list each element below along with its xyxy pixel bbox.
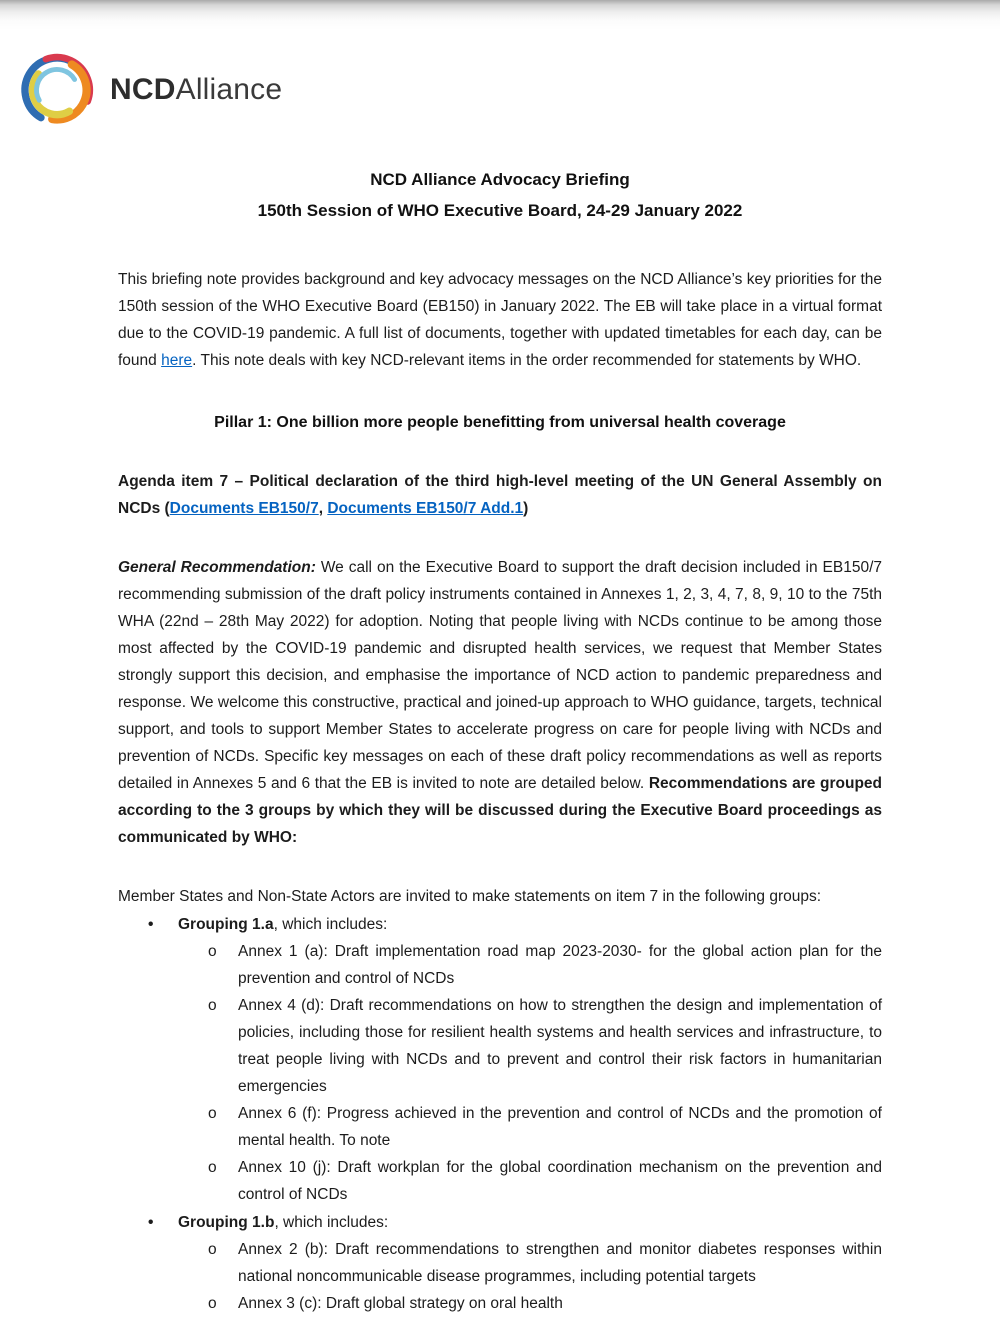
grouping-label [178, 911, 882, 938]
circle-bullet-icon: o [208, 1159, 217, 1176]
circle-bullet-icon: o [208, 1105, 217, 1122]
text-run: ) [523, 500, 529, 517]
document-body [0, 266, 1000, 1317]
hyperlink[interactable]: Documents EB150/7 [169, 500, 319, 517]
text-run: , [318, 500, 328, 517]
text-run: This briefing note provides background and key advocacy messages on the NCD Alliance’s key priorities for the 150th session of the WHO Executive Board (EB150) in January 2022. The EB will take place in a virtual format due to the COVID-19 pandemic. A full list of documents, together with updated timetables for each day, can be found [118, 271, 882, 369]
hyperlink[interactable]: Documents EB150/7 Add.1 [327, 500, 524, 517]
bullet-icon: • [148, 1214, 154, 1231]
agenda-item-heading [118, 468, 882, 522]
annex-item-text: Annex 6 (f): Progress achieved in the prevention and control of NCDs and the promotion of mental health. To note [238, 1105, 882, 1149]
groupings-list [118, 911, 882, 1317]
grouping-item [118, 1209, 882, 1236]
grouping-label [178, 1209, 882, 1236]
text-run: We call on the Executive Board to support the draft decision included in EB150/7 recommending submission of the draft policy instruments contained in Annexes 1, 2, 3, 4, 7, 8, 9, 10 to the 75th WHA (22nd – 28th May 2022) for adoption. Noting that people living with NCDs continue to be among those most affected by the COVID-19 pandemic and disrupted health services, we request that Member States strongly support this decision, and emphasise the importance of NCD action to pandemic preparedness and response. We welcome this constructive, practical and joined-up approach to WHO guidance, targets, technical support, and tools to support Member States to accelerate progress on care for people living with NCDs and prevention of NCDs. Specific key messages on each of these draft policy recommendations as well as reports detailed in Annexes 5 and 6 that the EB is invited to note are detailed below. [118, 559, 882, 792]
logo-wordmark [110, 73, 282, 107]
ncd-alliance-logo-icon [16, 49, 98, 131]
annex-item [118, 938, 882, 992]
groups-intro-text: Member States and Non-State Actors are invited to make statements on item 7 in the following groups: [118, 888, 822, 905]
annex-item-text: Annex 3 (c): Draft global strategy on oral health [238, 1295, 563, 1312]
text-run: Grouping 1.b [178, 1214, 275, 1231]
logo-alliance-text: Alliance [175, 73, 283, 106]
annex-item [118, 1100, 882, 1154]
bullet-icon: • [148, 916, 154, 933]
text-run: Agenda item 7 – Political declaration of the third high-level meeting of the UN General Assembly on NCDs ( [118, 473, 882, 517]
circle-bullet-icon: o [208, 1295, 217, 1312]
title-line-1: NCD Alliance Advocacy Briefing [370, 170, 630, 189]
document-header [0, 30, 1000, 138]
circle-bullet-icon: o [208, 943, 217, 960]
text-run: , which includes: [273, 916, 388, 933]
text-run: . This note deals with key NCD-relevant items in the order recommended for statements by WHO. [192, 352, 862, 369]
text-run: General Recommendation: [118, 559, 316, 576]
text-run: Grouping 1.a [178, 916, 274, 933]
logo-ncd-text: NCD [110, 73, 176, 106]
annex-item-text: Annex 4 (d): Draft recommendations on how to strengthen the design and implementation of policies, including those for resilient health systems and health services and infrastructure, to treat people living with NCDs and to prevent and control their risk factors in humanitarian emergencies [238, 997, 882, 1095]
annex-item [118, 992, 882, 1100]
intro-paragraph [118, 266, 882, 374]
top-shadow-bar [0, 0, 1000, 30]
annex-item [118, 1290, 882, 1317]
circle-bullet-icon: o [208, 1241, 217, 1258]
circle-bullet-icon: o [208, 997, 217, 1014]
text-run: Recommendations are grouped according to the 3 groups by which they will be discussed during the Executive Board proceedings as communicated by WHO: [118, 775, 883, 846]
title-line-2: 150th Session of WHO Executive Board, 24-29 January 2022 [257, 201, 743, 220]
annex-item [118, 1236, 882, 1290]
annex-item-text: Annex 1 (a): Draft implementation road map 2023-2030- for the global action plan for the prevention and control of NCDs [238, 943, 882, 987]
hyperlink[interactable]: here [161, 352, 193, 369]
document-title [118, 164, 882, 226]
general-recommendation-paragraph [118, 554, 882, 851]
annex-item-text: Annex 2 (b): Draft recommendations to strengthen and monitor diabetes responses within national noncommunicable disease programmes, including potential targets [238, 1241, 882, 1285]
text-run: , which includes: [274, 1214, 389, 1231]
pillar-heading: Pillar 1: One billion more people benefitting from universal health coverage [214, 414, 786, 431]
grouping-item [118, 911, 882, 938]
annex-item-text: Annex 10 (j): Draft workplan for the global coordination mechanism on the prevention and control of NCDs [238, 1159, 882, 1203]
